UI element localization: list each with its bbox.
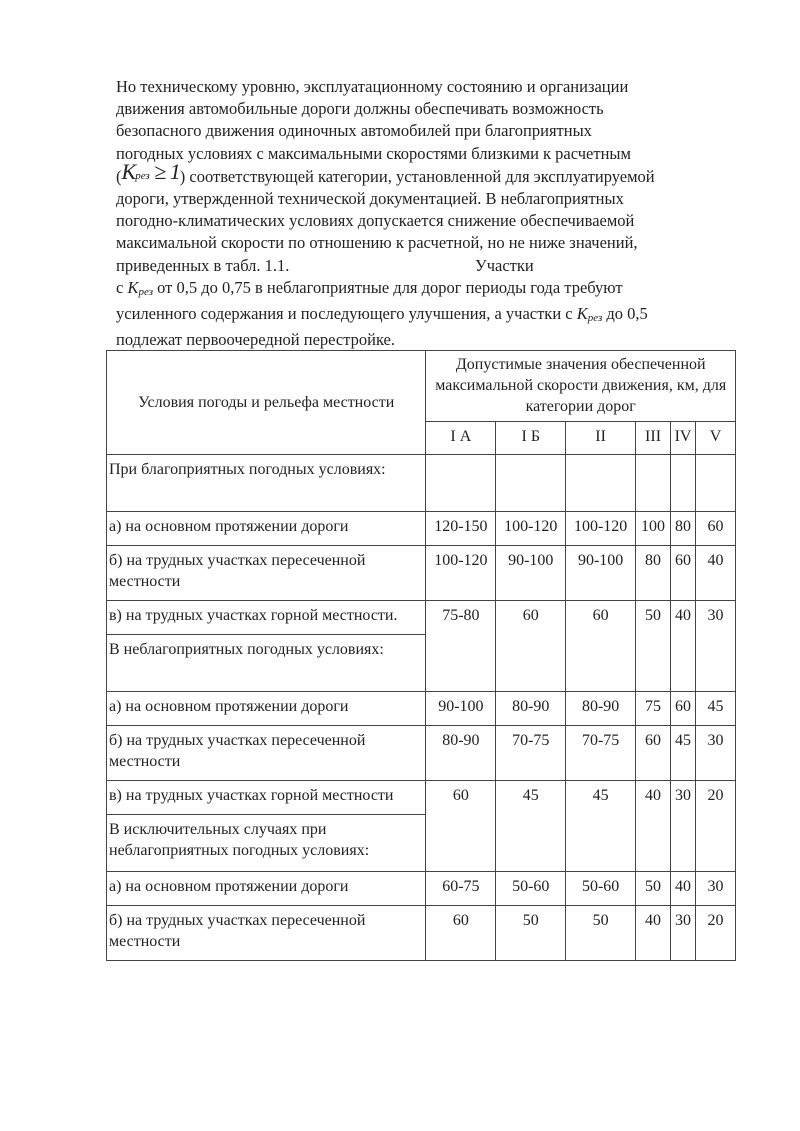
value-cell: 20 xyxy=(696,906,736,961)
value-cell: 100 xyxy=(636,512,671,546)
value-cell: 75 xyxy=(636,692,671,726)
value-cell: 100-120 xyxy=(566,512,636,546)
value-cell: 50-60 xyxy=(566,872,636,906)
paragraph-line: безопасного движения одиночных автомобилей при благоприятных xyxy=(116,121,592,141)
value-cell: 60 xyxy=(496,601,566,692)
table-header-row xyxy=(107,351,736,422)
value-cell: 50 xyxy=(636,872,671,906)
value-cell: 60-75 xyxy=(426,872,496,906)
value-cell: 60 xyxy=(426,781,496,872)
value-cell: 20 xyxy=(696,781,736,872)
value-cell: 50 xyxy=(566,906,636,961)
table-row xyxy=(107,512,736,546)
row-label: б) на трудных участках пересеченной местности xyxy=(107,906,426,961)
table-row xyxy=(107,601,736,635)
paragraph-line: Но техническому уровню, эксплуатационному состоянию и организации xyxy=(116,77,629,96)
value-cell: 30 xyxy=(696,872,736,906)
empty-cell xyxy=(566,455,636,512)
value-cell: 40 xyxy=(671,601,696,692)
value-cell: 80-90 xyxy=(426,726,496,781)
value-cell: 45 xyxy=(566,781,636,872)
value-cell: 100-120 xyxy=(496,512,566,546)
k-variable: K xyxy=(576,304,588,324)
category-header: II xyxy=(566,422,636,455)
paragraph-text: от 0,5 до 0,75 в неблагоприятные для дорог периоды года требуют xyxy=(153,277,623,297)
category-header: I Б xyxy=(496,422,566,455)
value-cell: 45 xyxy=(671,726,696,781)
k-variable: K xyxy=(127,277,139,297)
value-cell: 120-150 xyxy=(426,512,496,546)
category-header: V xyxy=(696,422,736,455)
value-cell: 75-80 xyxy=(426,601,496,692)
value-cell: 30 xyxy=(671,781,696,872)
row-label: а) на основном протяжении дороги xyxy=(107,692,426,726)
value-cell: 50 xyxy=(496,906,566,961)
category-header: I А xyxy=(426,422,496,455)
k-subscript: рез xyxy=(138,285,153,298)
value-cell: 60 xyxy=(426,906,496,961)
table-row xyxy=(107,546,736,601)
empty-cell xyxy=(636,455,671,512)
paragraph-line xyxy=(116,303,736,329)
value-cell: 40 xyxy=(636,906,671,961)
value-cell: 45 xyxy=(496,781,566,872)
value-cell: 50 xyxy=(636,601,671,692)
paragraph-text: до 0,5 xyxy=(602,304,648,324)
intro-paragraph xyxy=(116,76,736,351)
paragraph-line xyxy=(116,277,736,303)
value-cell: 70-75 xyxy=(496,726,566,781)
header-conditions: Условия погоды и рельефа местности xyxy=(107,351,426,455)
value-cell: 30 xyxy=(696,726,736,781)
empty-cell xyxy=(496,455,566,512)
formula-subscript: рез xyxy=(135,169,150,182)
value-cell: 60 xyxy=(671,546,696,601)
empty-cell xyxy=(671,455,696,512)
paragraph-line: погодно-климатических условиях допускается снижение обеспечиваемой xyxy=(116,211,635,231)
value-cell: 90-100 xyxy=(426,692,496,726)
paragraph-line: приведенных в табл. 1.1. Участки xyxy=(116,255,534,275)
value-cell: 30 xyxy=(671,906,696,961)
paragraph-text: усиленного содержания и последующего улучшения, а участки с xyxy=(116,304,577,324)
value-cell: 30 xyxy=(696,601,736,692)
paragraph-line xyxy=(116,158,736,188)
row-label: а) на основном протяжении дороги xyxy=(107,872,426,906)
category-header: IV xyxy=(671,422,696,455)
value-cell: 80-90 xyxy=(496,692,566,726)
value-cell: 40 xyxy=(696,546,736,601)
empty-cell xyxy=(696,455,736,512)
open-paren: ( xyxy=(116,166,122,186)
value-cell: 60 xyxy=(566,601,636,692)
paragraph-line: подлежат первоочередной перестройке. xyxy=(116,330,396,350)
value-cell: 40 xyxy=(671,872,696,906)
k-rez-formula xyxy=(121,158,180,184)
value-cell: 80-90 xyxy=(566,692,636,726)
value-cell: 50-60 xyxy=(496,872,566,906)
value-cell: 60 xyxy=(636,726,671,781)
row-label: в) на трудных участках горной местности. xyxy=(107,601,426,635)
header-speed: Допустимые значения обеспеченной максимальной скорости движения, км, для категории дорог xyxy=(426,351,736,422)
table-row xyxy=(107,872,736,906)
value-cell: 80 xyxy=(636,546,671,601)
paragraph-line: погодных условиях с максимальными скоростями близкими к расчетным xyxy=(116,143,631,163)
value-cell: 60 xyxy=(696,512,736,546)
paragraph-text: ) соответствующей категории, установленной для эксплуатируемой xyxy=(179,166,655,186)
table-row xyxy=(107,726,736,781)
k-subscript: рез xyxy=(587,312,603,325)
paragraph-line: дороги, утвержденной технической документацией. В неблагоприятных xyxy=(116,189,624,209)
table-row xyxy=(107,906,736,961)
value-cell: 45 xyxy=(696,692,736,726)
table-row xyxy=(107,692,736,726)
paragraph-line: максимальной скорости по отношению к расчетной, но не ниже значений, xyxy=(116,233,638,253)
row-label: а) на основном протяжении дороги xyxy=(107,512,426,546)
section-label: В неблагоприятных погодных условиях: xyxy=(107,635,426,692)
value-cell: 90-100 xyxy=(566,546,636,601)
section-label: В исключительных случаях при неблагоприятных погодных условиях: xyxy=(107,815,426,872)
value-cell: 90-100 xyxy=(496,546,566,601)
category-header: III xyxy=(636,422,671,455)
empty-cell xyxy=(426,455,496,512)
table-section-row xyxy=(107,455,736,512)
paragraph-text: с xyxy=(116,277,128,297)
table-row xyxy=(107,781,736,815)
value-cell: 80 xyxy=(671,512,696,546)
value-cell: 100-120 xyxy=(426,546,496,601)
formula-inequality: ≥ 1 xyxy=(149,158,180,184)
row-label: б) на трудных участках пересеченной местности xyxy=(107,546,426,601)
value-cell: 40 xyxy=(636,781,671,872)
formula-k: K xyxy=(121,158,136,184)
value-cell: 60 xyxy=(671,692,696,726)
speed-table xyxy=(106,350,736,961)
row-label: б) на трудных участках пересеченной местности xyxy=(107,726,426,781)
section-label: При благоприятных погодных условиях: xyxy=(107,455,426,512)
value-cell: 70-75 xyxy=(566,726,636,781)
paragraph-line: движения автомобильные дороги должны обеспечивать возможность xyxy=(116,99,604,119)
row-label: в) на трудных участках горной местности xyxy=(107,781,426,815)
